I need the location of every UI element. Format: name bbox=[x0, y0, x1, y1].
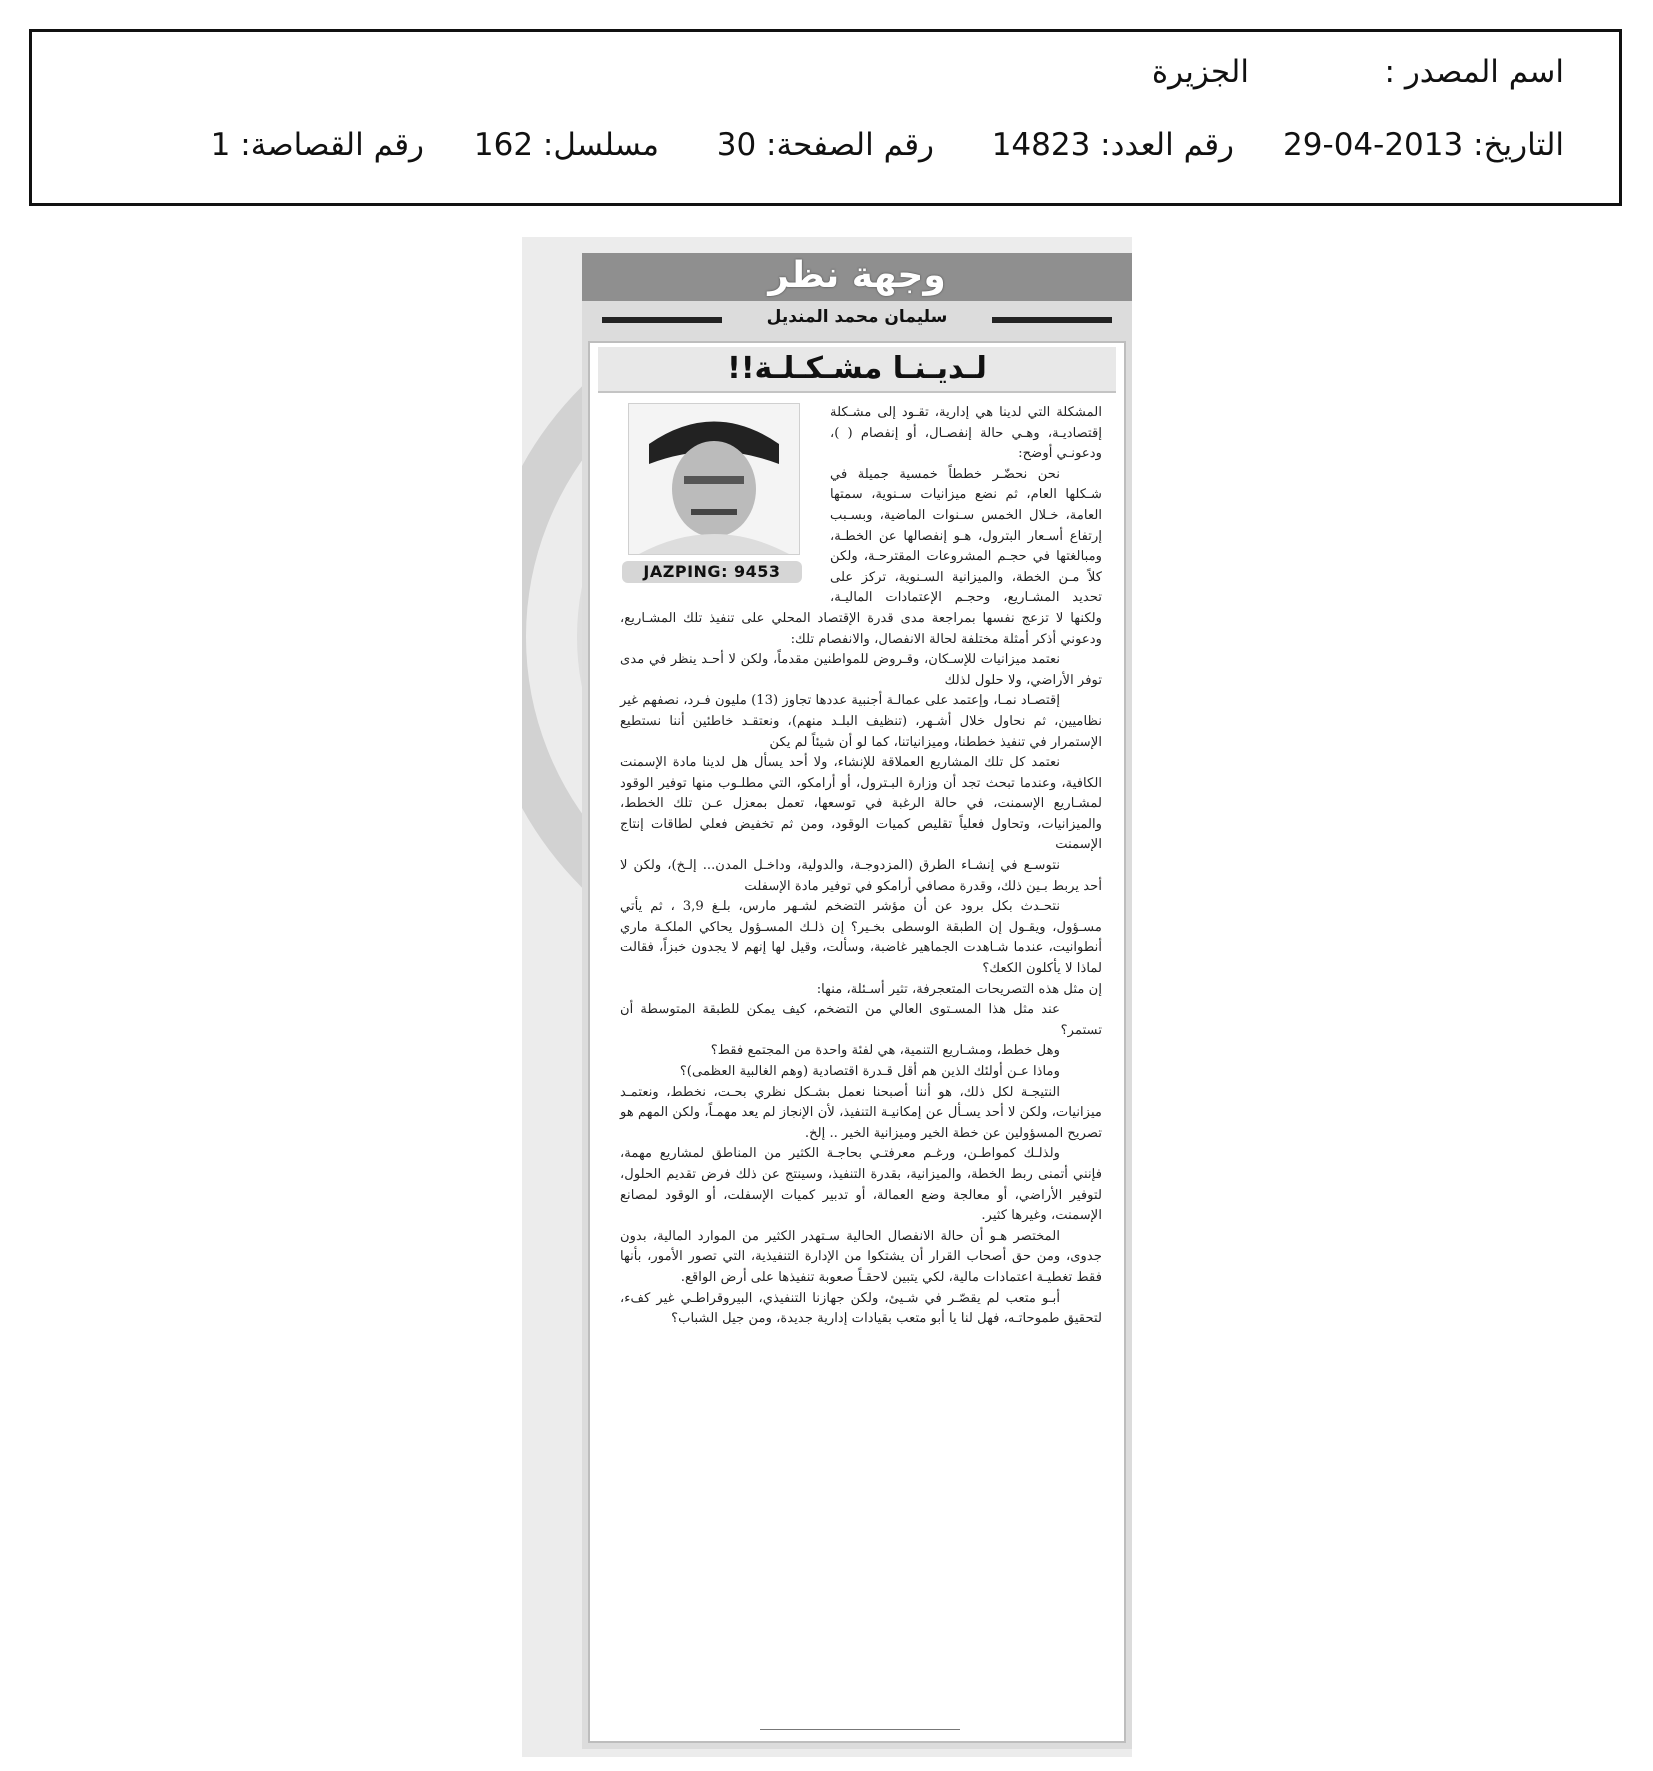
opinion-column bbox=[582, 253, 1132, 1749]
article-title: لـديـنـا مشـكـلـة!! bbox=[598, 347, 1116, 393]
byline-rule-left bbox=[602, 317, 722, 323]
source-label: اسم المصدر : bbox=[1384, 54, 1564, 90]
paragraph: المشكلة التي لدينا هي إدارية، تقـود إلى مشـكلة إقتصاديـة، وهـي حالة إنفصـال، أو إنفصام ( )، ودعونـي أوضح: bbox=[830, 405, 1102, 462]
byline-row bbox=[582, 309, 1132, 331]
issue-field: رقم العدد: 14823 bbox=[991, 127, 1234, 163]
paragraph: ولذلـك كمواطـن، ورغـم معرفتـي بحاجـة الكثير من المناطق لمشاريع مهمة، فإنني أتمنى ربط الخطة، والميزانية، بقدرة التنفيذ، وسينتج عن ذلك فرض تقديم الحلول، لتوفير الأراضي، أو معالجة وضع العمالة، أو تدبير كميات الإسفلت، أو الوقود لمصانع الإسمنت، وغيرها كثير. bbox=[620, 1146, 1102, 1224]
paragraph: نتوسـع في إنشـاء الطرق (المزدوجـة، والدولية، وداخـل المدن... إلـخ)، ولكن لا أحد يربط بـين ذلك، وقدرة مصافي أرامكو في توفير مادة الإسفلت bbox=[620, 858, 1102, 894]
photo-spacer bbox=[620, 403, 830, 599]
paragraph: نحن نحضّـر خططاً خمسية جميلة في شـكلها العام، ثم نضع ميزانيات سـنوية، سمتها العامة، خـلال الخمس سـنوات الماضية، وبسـبب إرتفاع أسـعار البترول، هـو إنفصالها عن الخطـة، ومبالغتها في حجـم المشروعات المقترحـة، ولكن كلاً مـن الخطة، والميزانية السـنوية، تركز على تحديد المشـاريع، وحجـم الإعتمادات الماليـة، ولكنها لا تزعج نفسها بمراجعة مدى قدرة الإقتصاد المحلي على تنفيذ تلك المشـاريع، ودعوني أذكر أمثلة مختلفة لحالة الانفصال، والانفصام تلك: bbox=[620, 466, 1102, 647]
paragraph: نعتمد ميزانيات للإسـكان، وقـروض للمواطنين مقدماً، ولكن لا أحـد ينظر في مدى توفر الأراضي، ولا حلول لذلك bbox=[620, 652, 1102, 688]
article-body-panel bbox=[588, 341, 1126, 1743]
article-text bbox=[620, 403, 1102, 1723]
page-field: رقم الصفحة: 30 bbox=[716, 127, 934, 163]
date-field: التاريخ: 2013-04-29 bbox=[1283, 127, 1564, 163]
photo-tag: JAZPING: 9453 bbox=[622, 561, 802, 583]
section-banner: وجهة نظر bbox=[582, 253, 1132, 301]
paragraph: نتحـدث بكل برود عن أن مؤشر التضخم لشـهر مارس، بلـغ 3,9 ، ثم يأتي مسـؤول، ويقـول إن الطبقة الوسطى بخـير؟ إن ذلـك المسـؤول يحاكي الملكـة ماري أنطوانيت، عندما شـاهدت الجماهير غاضبة، وسألت، وقيل لها إنهم لا يجدون خبزاً، فقالت لماذا لا يأكلون الكعك؟ bbox=[620, 899, 1102, 977]
source-value: الجزيرة bbox=[1151, 54, 1249, 90]
paragraph: عند مثل هذا المسـتوى العالي من التضخم، كيف يمكن للطبقة المتوسطة أن تستمر؟ bbox=[620, 1002, 1102, 1038]
paragraph: إقتصـاد نمـا، وإعتمد على عمالـة أجنبية عددها تجاوز (13) مليون فـرد، نصفهم غير نظاميين، ثم نحاول خلال أشـهر، (تنظيف البلـد منهم)، ونعتقـد خاطئين أننا نستطيع الإستمرار في تنفيذ خططنا، وميزانياتنا، كما لو أن شيئاً لم يكن bbox=[620, 693, 1102, 750]
paragraph: إن مثل هذه التصريحات المتعجرفة، تثير أسـئلة، منها: bbox=[816, 981, 1102, 997]
clip-number-field: رقم القصاصة: 1 bbox=[210, 127, 424, 163]
paragraph: النتيجـة لكل ذلك، هو أننا أصبحنا نعمل بشـكل نظري بحـت، نخطط، ونعتمـد ميزانيات، ولكن لا أحد يسـأل عن إمكانيـة التنفيذ، لأن الإنجاز لم يعد مهمـاً، ولكن المهم هو تصريح المسؤولين عن خطة الخير وميزانية الخير .. إلخ. bbox=[620, 1084, 1102, 1141]
end-rule bbox=[760, 1729, 960, 1730]
paragraph: المختصر هـو أن حالة الانفصال الحالية سـتهدر الكثير من الموارد المالية، بدون جدوى، ومن حق أصحاب القرار أن يشتكوا من الإدارة التنفيذية، التي تصور الأمور، بأنها فقط تغطيـة اعتمادات مالية، لكي يتبين لاحقـاً صعوبة تنفيذها على أرض الواقع. bbox=[620, 1228, 1102, 1285]
meta-line bbox=[164, 127, 1564, 173]
paragraph: أبـو متعب لم يقصّـر في شـيئ، ولكن جهازنا التنفيذي، البيروقراطـي غير كفء، لتحقيق طموحاتـه، فهل لنا يا أبو متعب بقيادات إدارية جديدة، ومن جيل الشباب؟ bbox=[620, 1290, 1102, 1327]
serial-field: مسلسل: 162 bbox=[473, 127, 659, 163]
byline-rule-right bbox=[992, 317, 1112, 323]
paragraph: نعتمد كل تلك المشاريع العملاقة للإنشاء، ولا أحد يسأل هل لدينا مادة الإسمنت الكافية، وعندما تبحث تجد أن وزارة البـترول، أو أرامكو، التي مطلـوب منها توفير الوقود لمشـاريع الإسمنت، في حالة الرغبة في توسعها، تعمل بمعزل عـن تلك الخطط، والميزانيات، وتحاول فعلياً تقليص كميات الوقود، ومن ثم تخفيض فعلي لطاقات إنتاج الإسمنت bbox=[620, 755, 1102, 853]
author-name: سليمان محمد المنديل bbox=[732, 307, 982, 327]
paragraph: وماذا عـن أولئك الذين هم أقل قـدرة اقتصادية (وهم الغالبية العظمى)؟ bbox=[679, 1064, 1060, 1079]
clipping-header bbox=[29, 29, 1622, 206]
paragraph: وهل خطط، ومشـاريع التنمية، هي لفئة واحدة من المجتمع فقط؟ bbox=[710, 1043, 1060, 1059]
source-line bbox=[164, 54, 1564, 100]
newspaper-clipping bbox=[522, 237, 1132, 1757]
